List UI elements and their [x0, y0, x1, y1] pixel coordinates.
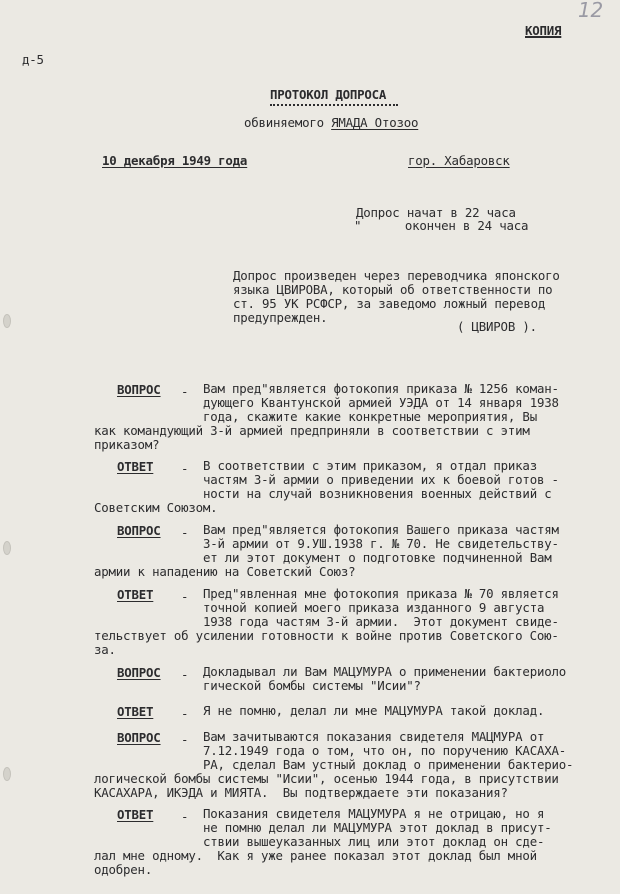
interpreter-signature: ( ЦВИРОВ ). — [457, 319, 537, 334]
question-label: ВОПРОС — [117, 665, 161, 680]
document-code: д-5 — [22, 52, 44, 67]
answer-label: ОТВЕТ — [117, 459, 154, 474]
qa-text-line: не помню делал ли МАЦУМУРА этот доклад в присут- — [203, 820, 552, 835]
qa-text-line: ет ли этот документ о подготовке подчиненной Вам — [203, 550, 552, 565]
title-underline — [270, 104, 398, 106]
answer-label: ОТВЕТ — [117, 704, 154, 719]
qa-dash: - — [181, 732, 189, 747]
interpreter-line: ст. 95 УК РСФСР, за заведомо ложный перевод — [233, 296, 546, 311]
question-label: ВОПРОС — [117, 523, 161, 538]
page-number: 12 — [578, 0, 604, 22]
copy-stamp: КОПИЯ — [525, 23, 562, 38]
interpreter-line: предупрежден. — [233, 310, 328, 325]
qa-text-line: 1938 года частям 3-й армии. Этот документ свиде- — [203, 614, 559, 629]
qa-text-line: В соответствии с этим приказом, я отдал приказ — [203, 458, 537, 473]
qa-dash: - — [181, 809, 189, 824]
qa-text-line: Вам пред"является фотокопия Вашего приказа частям — [203, 522, 559, 537]
qa-text-line: армии к нападению на Советский Союз? — [94, 564, 356, 579]
qa-text-line: Показания свидетеля МАЦУМУРА я не отрицаю, но я — [203, 806, 545, 821]
qa-text-line: ствии вышеуказанных лиц или этот доклад он сде- — [203, 834, 545, 849]
qa-text-line: Советским Союзом. — [94, 500, 218, 515]
qa-text-line: за. — [94, 642, 116, 657]
qa-dash: - — [181, 667, 189, 682]
interpreter-line: Допрос произведен через переводчика японского — [233, 268, 560, 283]
qa-text-line: лал мне одному. Как я уже ранее показал этот доклад был мной — [94, 848, 537, 863]
qa-dash: - — [181, 461, 189, 476]
document-subtitle — [244, 116, 418, 130]
interrogation-place: гор. Хабаровск — [408, 153, 510, 168]
qa-text-line: частям 3-й армии о приведении их к боевой готов - — [203, 472, 559, 487]
qa-text-line: дующего Квантунской армией УЭДА от 14 января 1938 — [203, 395, 559, 410]
qa-dash: - — [181, 525, 189, 540]
document-title: ПРОТОКОЛ ДОПРОСА — [270, 87, 387, 102]
answer-label: ОТВЕТ — [117, 807, 154, 822]
qa-text-line: гической бомбы системы "Исии"? — [203, 678, 421, 693]
qa-text-line: Пред"явленная мне фотокопия приказа № 70 является — [203, 586, 559, 601]
answer-label: ОТВЕТ — [117, 587, 154, 602]
punch-hole — [3, 767, 11, 781]
interpreter-line: языка ЦВИРОВА, который об ответственности по — [233, 282, 553, 297]
question-label: ВОПРОС — [117, 730, 161, 745]
accused-name: ЯМАДА Отозоо — [331, 115, 419, 130]
punch-hole — [3, 541, 11, 555]
qa-text-line: логической бомбы системы "Исии", осенью 1944 года, в присутствии — [94, 771, 559, 786]
qa-text-line: КАСАХАРА, ИКЭДА и МИЯТА. Вы подтверждаете эти показания? — [94, 785, 508, 800]
time-start: Допрос начат в 22 часа — [356, 205, 516, 220]
qa-text-line: тельствует об усилении готовности к войне против Советского Сою- — [94, 628, 559, 643]
subtitle-prefix: обвиняемого — [244, 115, 332, 130]
qa-text-line: точной копией моего приказа изданного 9 августа — [203, 600, 545, 615]
qa-dash: - — [181, 384, 189, 399]
qa-text-line: Вам пред"является фотокопия приказа № 1256 коман- — [203, 381, 559, 396]
qa-text-line: Вам зачитываются показания свидетеля МАЦМУРА от — [203, 729, 545, 744]
qa-text-line: как командующий 3-й армией предприняли в соответствии с этим — [94, 423, 530, 438]
qa-text-line: Я не помню, делал ли мне МАЦУМУРА такой доклад. — [203, 703, 545, 718]
qa-text-line: приказом? — [94, 437, 160, 452]
question-label: ВОПРОС — [117, 382, 161, 397]
qa-dash: - — [181, 706, 189, 721]
qa-text-line: РА, сделал Вам устный доклад о применении бактерио- — [203, 757, 574, 772]
qa-text-line: 7.12.1949 года о том, что он, по поручению КАСАХА- — [203, 743, 566, 758]
qa-text-line: Докладывал ли Вам МАЦУМУРА о применении бактериоло — [203, 664, 566, 679]
qa-text-line: года, скажите какие конкретные мероприятия, Вы — [203, 409, 537, 424]
interrogation-date: 10 декабря 1949 года — [102, 153, 248, 168]
qa-text-line: 3-й армии от 9.УШ.1938 г. № 70. Не свидетельству- — [203, 536, 559, 551]
qa-text-line: одобрен. — [94, 862, 153, 877]
qa-dash: - — [181, 589, 189, 604]
time-end: " окончен в 24 часа — [354, 218, 529, 233]
qa-text-line: ности на случай возникновения военных действий с — [203, 486, 552, 501]
punch-hole — [3, 314, 11, 328]
